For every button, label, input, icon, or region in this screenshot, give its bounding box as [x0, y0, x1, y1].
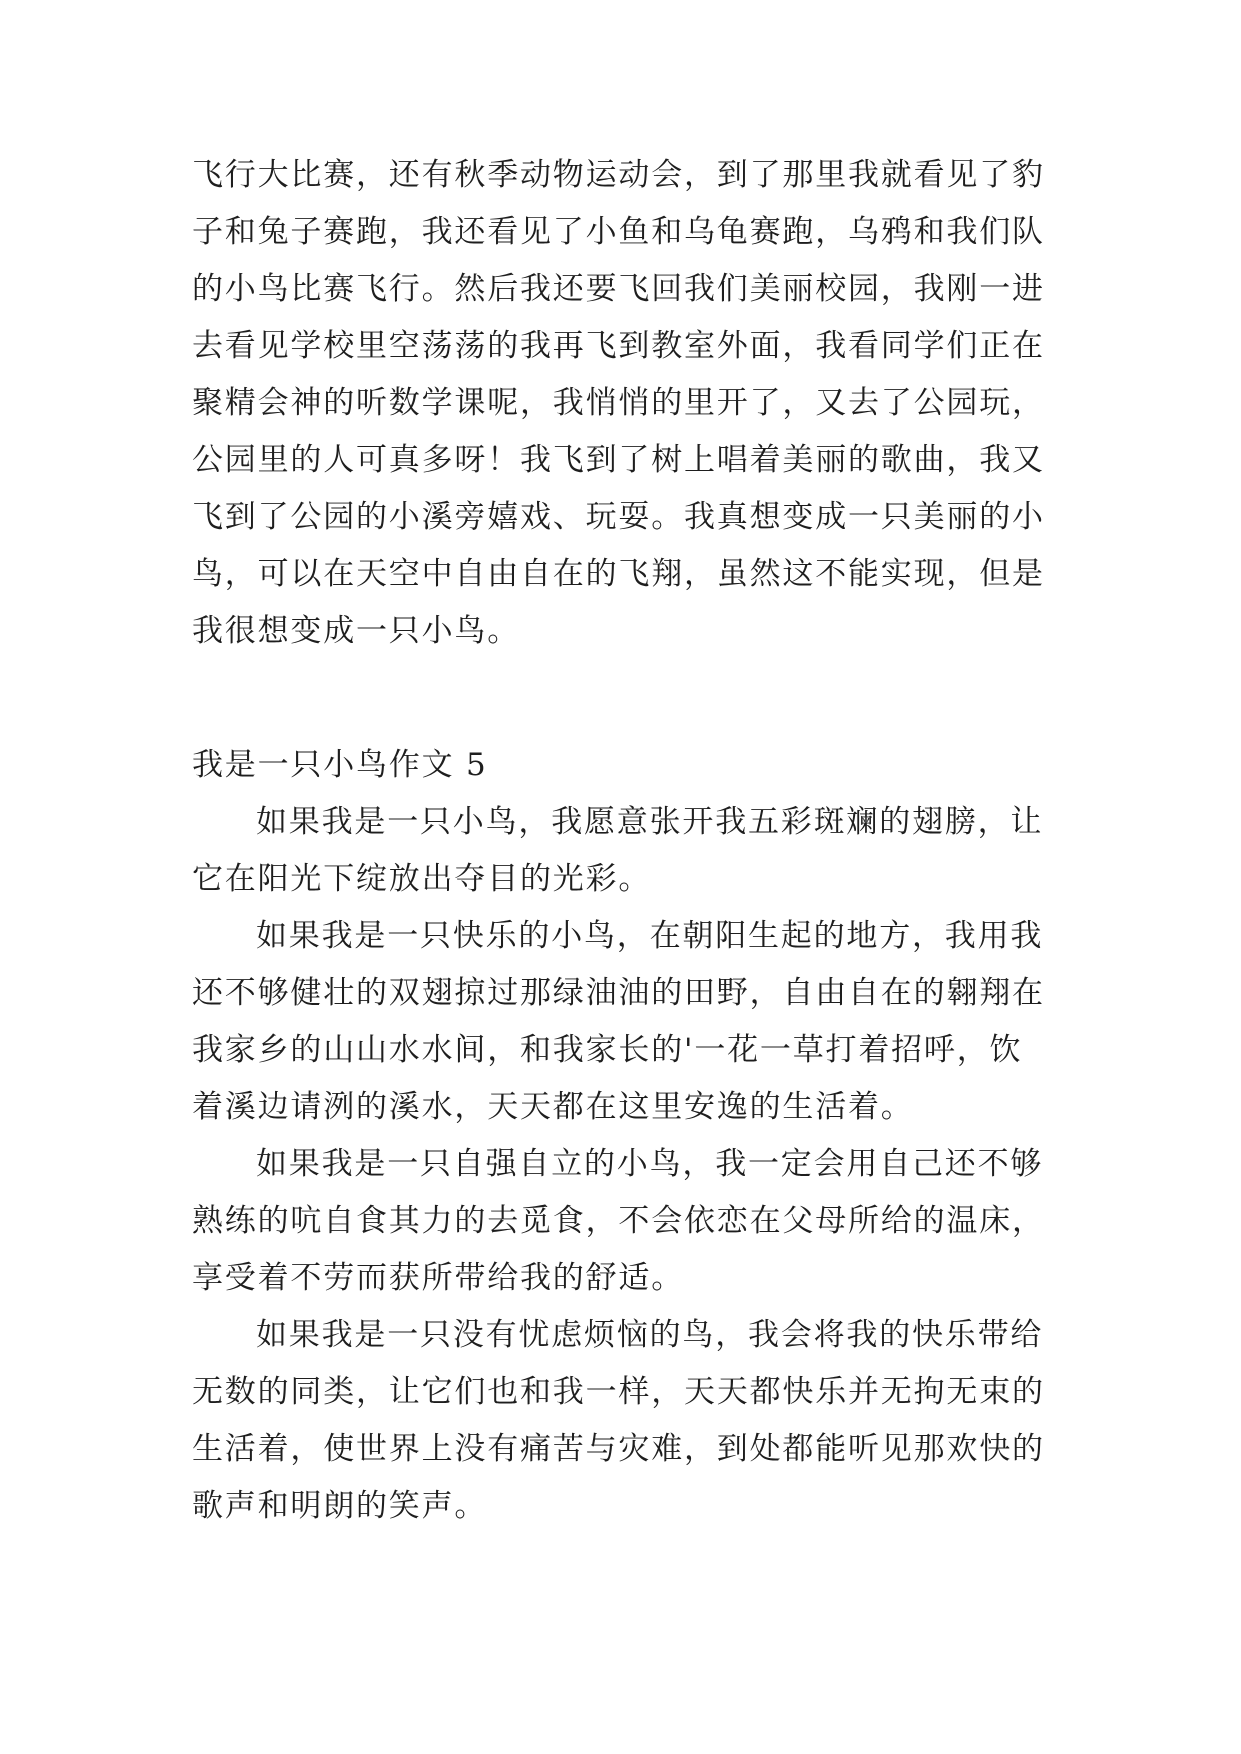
paragraph-line: 还不够健壮的双翅掠过那绿油油的田野，自由自在的翱翔在 — [192, 975, 1045, 1011]
paragraph-line: 如果我是一只快乐的小鸟，在朝阳生起的地方，我用我 — [256, 918, 1044, 954]
paragraph-line: 如果我是一只自强自立的小鸟，我一定会用自己还不够 — [256, 1146, 1044, 1182]
paragraph-line: 享受着不劳而获所带给我的舒适。 — [192, 1260, 684, 1296]
section-title: 我是一只小鸟作文 5 — [192, 747, 488, 783]
paragraph-line: 着溪边请洌的溪水，天天都在这里安逸的生活着。 — [192, 1089, 914, 1125]
text-line: 鸟，可以在天空中自由自在的飞翔，虽然这不能实现，但是 — [192, 556, 1045, 592]
text-line: 公园里的人可真多呀！我飞到了树上唱着美丽的歌曲，我又 — [192, 442, 1045, 478]
text-line: 去看见学校里空荡荡的我再飞到教室外面，我看同学们正在 — [192, 328, 1045, 364]
text-line: 我很想变成一只小鸟。 — [192, 613, 520, 649]
paragraph-line: 我家乡的山山水水间，和我家长的'一花一草打着招呼，饮 — [192, 1032, 1023, 1068]
paragraph-line: 如果我是一只没有忧虑烦恼的鸟，我会将我的快乐带给 — [256, 1317, 1044, 1353]
text-line: 聚精会神的听数学课呢，我悄悄的里开了，又去了公园玩， — [192, 385, 1045, 421]
paragraph-line: 无数的同类，让它们也和我一样，天天都快乐并无拘无束的 — [192, 1374, 1045, 1410]
text-line: 的小鸟比赛飞行。然后我还要飞回我们美丽校园，我刚一进 — [192, 271, 1045, 307]
paragraph-line: 歌声和明朗的笑声。 — [192, 1488, 488, 1524]
paragraph-line: 如果我是一只小鸟，我愿意张开我五彩斑斓的翅膀，让 — [256, 804, 1044, 840]
paragraph-line: 它在阳光下绽放出夺目的光彩。 — [192, 861, 652, 897]
paragraph-line: 熟练的吭自食其力的去觅食，不会依恋在父母所给的温床， — [192, 1203, 1045, 1239]
text-line: 飞行大比赛，还有秋季动物运动会，到了那里我就看见了豹 — [192, 157, 1045, 193]
text-line: 飞到了公园的小溪旁嬉戏、玩耍。我真想变成一只美丽的小 — [192, 499, 1045, 535]
paragraph-line: 生活着，使世界上没有痛苦与灾难，到处都能听见那欢快的 — [192, 1431, 1045, 1467]
text-line: 子和兔子赛跑，我还看见了小鱼和乌龟赛跑，乌鸦和我们队 — [192, 214, 1045, 250]
